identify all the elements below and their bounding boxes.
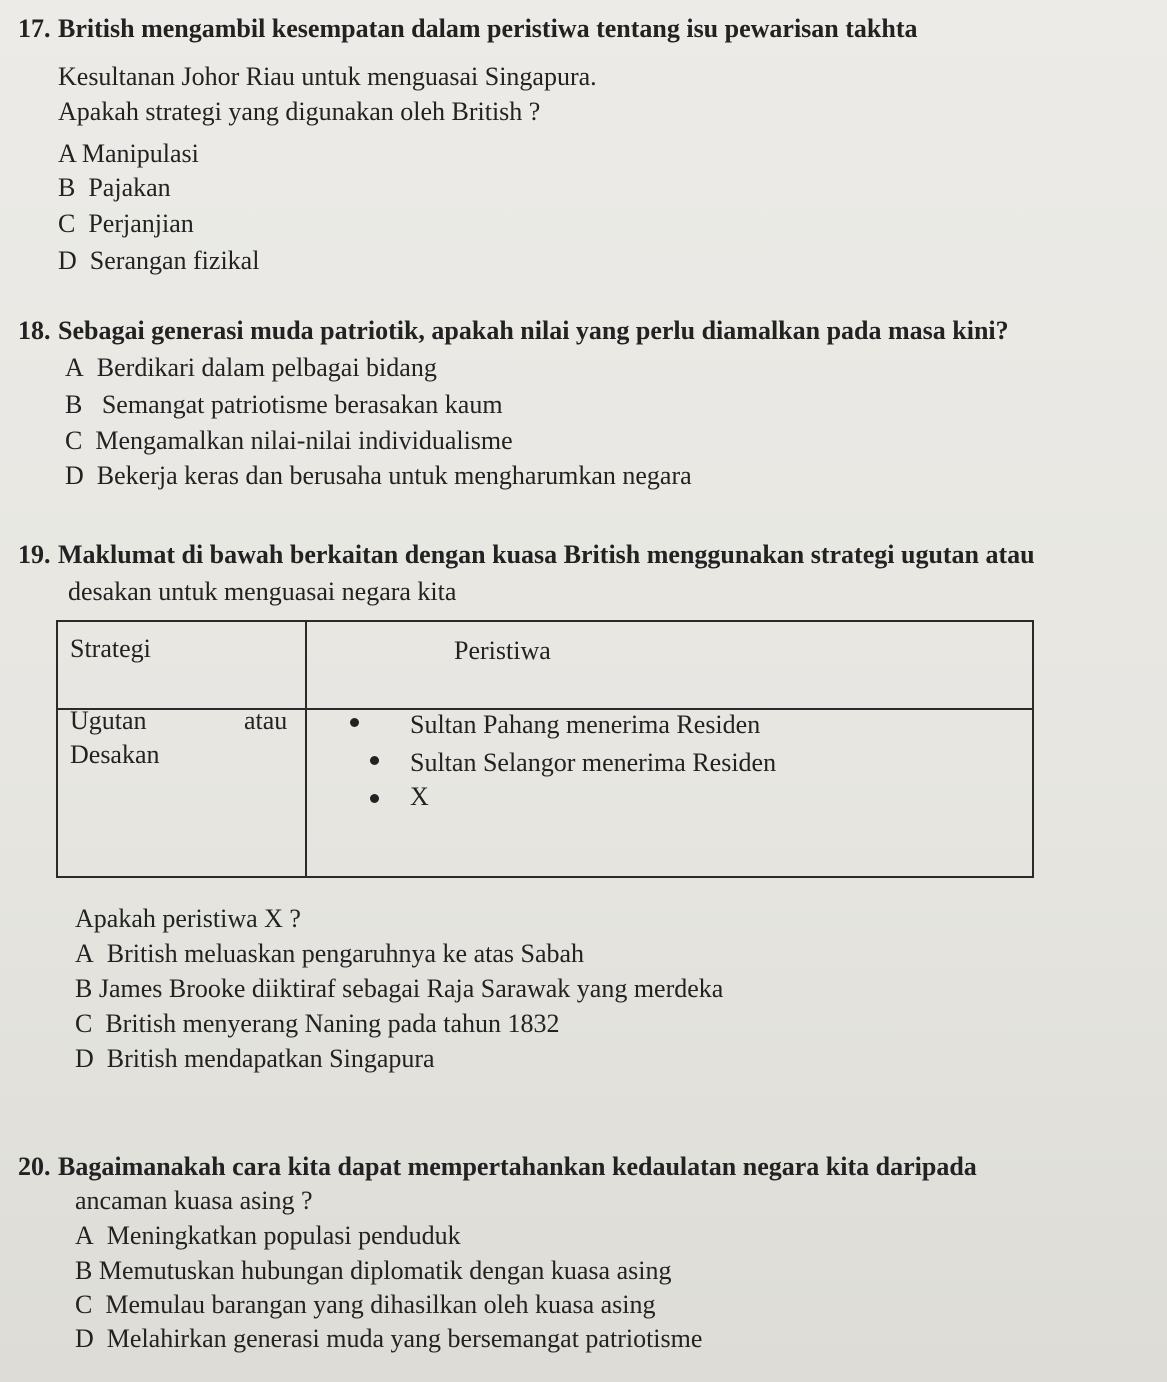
option-letter: D	[58, 246, 77, 275]
q17-stem-line1: British mengambil kesempatan dalam peristiwa tentang isu pewarisan takhta	[58, 14, 918, 43]
option-text: Serangan fizikal	[89, 246, 260, 275]
bullet-icon	[370, 794, 379, 803]
q20-stem-line1: Bagaimanakah cara kita dapat mempertahankan kedaulatan negara kita daripada	[58, 1152, 977, 1181]
table-event-item: Sultan Selangor menerima Residen	[410, 748, 777, 777]
q17-option-a[interactable]	[58, 139, 199, 169]
q19-info-table	[56, 620, 1034, 878]
option-text: British menyerang Naning pada tahun 1832	[105, 1009, 560, 1038]
q19-option-b[interactable]	[75, 974, 723, 1004]
option-text: Memulau barangan yang dihasilkan oleh kuasa asing	[105, 1290, 656, 1319]
q19-stem-line2: desakan untuk menguasai negara kita	[68, 577, 457, 606]
q17-number: 17.	[18, 14, 51, 43]
option-letter: A	[75, 939, 94, 968]
q19-prompt: Apakah peristiwa X ?	[75, 904, 301, 933]
q17-option-d[interactable]	[58, 246, 259, 276]
table-header-event: Peristiwa	[454, 636, 551, 665]
bullet-icon	[350, 718, 359, 727]
option-letter: B	[75, 1256, 93, 1285]
q19-stem-line1: Maklumat di bawah berkaitan dengan kuasa British menggunakan strategi ugutan atau	[58, 540, 1035, 569]
table-event-item: Sultan Pahang menerima Residen	[410, 710, 761, 739]
option-text: British meluaskan pengaruhnya ke atas Sabah	[106, 939, 585, 968]
option-letter: B	[65, 390, 83, 419]
q18-option-b[interactable]	[65, 390, 503, 420]
q18-option-a[interactable]	[65, 353, 437, 383]
q20-option-b[interactable]	[75, 1256, 671, 1286]
table-strategy-word2: atau	[244, 706, 288, 735]
option-letter: A	[58, 139, 76, 168]
option-text: Semangat patriotisme berasakan kaum	[101, 390, 503, 419]
option-text: Perjanjian	[88, 209, 194, 238]
q18-stem-line1: Sebagai generasi muda patriotik, apakah nilai yang perlu diamalkan pada masa kini?	[58, 316, 1009, 345]
option-letter: C	[75, 1009, 93, 1038]
q20-option-d[interactable]	[75, 1324, 702, 1354]
q18-option-d[interactable]	[65, 461, 692, 491]
q19-option-a[interactable]	[75, 939, 584, 969]
q20-stem-line2: ancaman kuasa asing ?	[75, 1186, 313, 1215]
q17-option-b[interactable]	[58, 173, 171, 203]
table-event-item: X	[410, 782, 429, 811]
option-text: Manipulasi	[81, 139, 199, 168]
option-text: Meningkatkan populasi penduduk	[106, 1221, 461, 1250]
option-letter: A	[75, 1221, 94, 1250]
option-text: Pajakan	[88, 173, 171, 202]
option-text: British mendapatkan Singapura	[106, 1044, 435, 1073]
q18-option-c[interactable]	[65, 426, 513, 456]
table-strategy-word1: Ugutan	[70, 706, 147, 735]
option-letter: A	[65, 353, 84, 382]
q19-option-d[interactable]	[75, 1044, 435, 1074]
bullet-icon	[370, 756, 379, 765]
table-header-strategy: Strategi	[70, 634, 151, 663]
option-text: James Brooke diiktiraf sebagai Raja Sarawak yang merdeka	[98, 974, 724, 1003]
q19-number: 19.	[18, 540, 51, 569]
table-column-divider	[305, 622, 307, 876]
option-letter: D	[65, 461, 84, 490]
option-text: Mengamalkan nilai-nilai individualisme	[95, 426, 513, 455]
q20-option-a[interactable]	[75, 1221, 461, 1251]
option-letter: C	[58, 209, 76, 238]
q17-option-c[interactable]	[58, 209, 194, 239]
option-letter: B	[58, 173, 76, 202]
option-text: Memutuskan hubungan diplomatik dengan kuasa asing	[98, 1256, 672, 1285]
q20-number: 20.	[18, 1152, 51, 1181]
option-letter: C	[75, 1290, 93, 1319]
option-letter: D	[75, 1044, 94, 1073]
option-letter: C	[65, 426, 83, 455]
q17-prompt: Apakah strategi yang digunakan oleh British ?	[58, 97, 541, 126]
option-text: Melahirkan generasi muda yang bersemangat patriotisme	[106, 1324, 703, 1353]
q17-stem-line2: Kesultanan Johor Riau untuk menguasai Singapura.	[58, 62, 597, 91]
option-letter: B	[75, 974, 93, 1003]
table-strategy-word3: Desakan	[70, 740, 160, 769]
q18-number: 18.	[18, 316, 51, 345]
option-text: Bekerja keras dan berusaha untuk mengharumkan negara	[96, 461, 692, 490]
q19-option-c[interactable]	[75, 1009, 560, 1039]
option-text: Berdikari dalam pelbagai bidang	[96, 353, 437, 382]
option-letter: D	[75, 1324, 94, 1353]
q20-option-c[interactable]	[75, 1290, 656, 1320]
